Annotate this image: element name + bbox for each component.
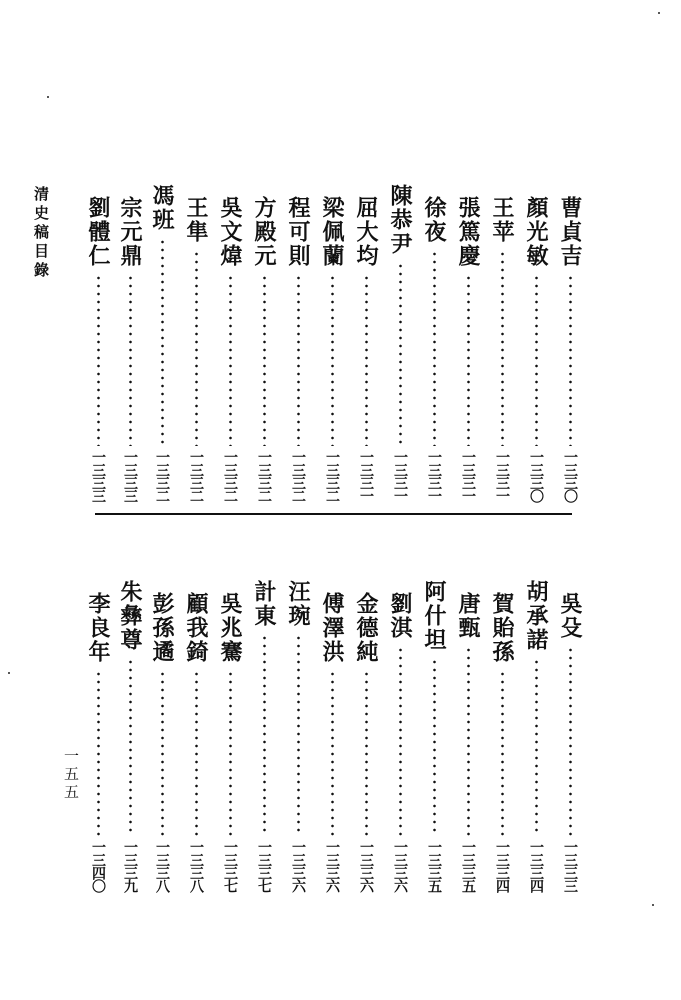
- toc-section-lower: [85, 580, 583, 892]
- entry-page: 一三三二: [188, 450, 204, 502]
- entry-page: 一三三二: [324, 450, 340, 502]
- entry-name: 吳文煒: [217, 196, 243, 268]
- entry-name: 梁佩蘭: [319, 196, 345, 268]
- entry-name: 陳恭尹: [387, 184, 413, 256]
- entry-name: 程可則: [285, 196, 311, 268]
- entry-name: 傅澤洪: [319, 592, 345, 664]
- toc-entry: [388, 184, 412, 502]
- toc-entry: [388, 592, 412, 892]
- entry-name: 劉體仁: [85, 196, 111, 268]
- toc-entry: [218, 196, 242, 502]
- entry-page: 一三三七: [256, 840, 272, 892]
- leader-dots: [399, 262, 402, 446]
- leader-dots: [535, 274, 538, 446]
- leader-dots: [399, 646, 402, 836]
- entry-page: 一三三九: [122, 840, 138, 892]
- entry-name: 方殿元: [251, 196, 277, 268]
- toc-entry: [286, 580, 310, 892]
- leader-dots: [195, 670, 198, 836]
- leader-dots: [129, 658, 132, 836]
- entry-page: 一三三六: [392, 840, 408, 892]
- toc-section-upper: [85, 184, 583, 502]
- leader-dots: [263, 274, 266, 446]
- leader-dots: [229, 670, 232, 836]
- entry-name: 顧我錡: [183, 592, 209, 664]
- leader-dots: [129, 274, 132, 446]
- toc-entry: [558, 592, 582, 892]
- toc-entry: [456, 196, 480, 502]
- entry-name: 朱彝尊: [117, 580, 143, 652]
- scan-speck: [652, 904, 654, 906]
- toc-entry: [184, 592, 208, 892]
- leader-dots: [331, 274, 334, 446]
- toc-entry: [456, 592, 480, 892]
- entry-page: 一三三一: [426, 450, 442, 502]
- entry-name: 吳殳: [557, 592, 583, 640]
- entry-name: 劉淇: [387, 592, 413, 640]
- entry-page: 一三三一: [460, 450, 476, 502]
- entry-page: 一三三四: [528, 840, 544, 892]
- entry-name: 金德純: [353, 592, 379, 664]
- entry-page: 一三三三: [122, 450, 138, 502]
- leader-dots: [297, 634, 300, 836]
- entry-name: 吳兆騫: [217, 592, 243, 664]
- entry-page: 一三三八: [188, 840, 204, 892]
- entry-page: 一三三〇: [562, 450, 578, 502]
- entry-page: 一三三一: [358, 450, 374, 502]
- entry-name: 計東: [251, 580, 277, 628]
- book-title: 清史稿目錄: [32, 186, 50, 281]
- entry-name: 彭孫遹: [149, 592, 175, 664]
- entry-page: 一三三八: [154, 840, 170, 892]
- entry-page: 一三三二: [154, 450, 170, 502]
- entry-page: 一三三二: [222, 450, 238, 502]
- toc-entry: [118, 196, 142, 502]
- entry-page: 一三三三: [90, 450, 106, 502]
- scan-speck: [658, 12, 660, 14]
- entry-name: 王苹: [489, 196, 515, 244]
- leader-dots: [501, 250, 504, 446]
- leader-dots: [433, 658, 436, 836]
- leader-dots: [467, 274, 470, 446]
- entry-page: 一三三三: [562, 840, 578, 892]
- entry-page: 一三三二: [256, 450, 272, 502]
- entry-page: 一三三二: [290, 450, 306, 502]
- entry-name: 徐夜: [421, 196, 447, 244]
- entry-page: 一三三五: [426, 840, 442, 892]
- toc-entry: [422, 580, 446, 892]
- toc-entry: [118, 580, 142, 892]
- scan-speck: [8, 672, 10, 674]
- entry-page: 一三三一: [494, 450, 510, 502]
- leader-dots: [365, 670, 368, 836]
- toc-entry: [422, 196, 446, 502]
- page-number: 一五五: [62, 748, 80, 802]
- entry-name: 胡承諾: [523, 580, 549, 652]
- leader-dots: [365, 274, 368, 446]
- toc-entry: [320, 196, 344, 502]
- toc-entry: [354, 196, 378, 502]
- toc-entry: [286, 196, 310, 502]
- entry-name: 屈大均: [353, 196, 379, 268]
- entry-name: 馮班: [149, 184, 175, 232]
- entry-name: 張篤慶: [455, 196, 481, 268]
- entry-name: 汪琬: [285, 580, 311, 628]
- leader-dots: [433, 250, 436, 446]
- toc-entry: [252, 580, 276, 892]
- toc-entry: [184, 196, 208, 502]
- entry-page: 一三四〇: [90, 840, 106, 892]
- entry-page: 一三三一: [392, 450, 408, 502]
- leader-dots: [161, 238, 164, 446]
- toc-entry: [558, 196, 582, 502]
- entry-name: 阿什坦: [421, 580, 447, 652]
- toc-entry: [320, 592, 344, 892]
- leader-dots: [331, 670, 334, 836]
- leader-dots: [569, 274, 572, 446]
- leader-dots: [263, 634, 266, 836]
- leader-dots: [535, 658, 538, 836]
- entry-page: 一三三四: [494, 840, 510, 892]
- section-divider: [95, 513, 572, 515]
- leader-dots: [501, 670, 504, 836]
- entry-name: 王隼: [183, 196, 209, 244]
- entry-page: 一三三五: [460, 840, 476, 892]
- leader-dots: [297, 274, 300, 446]
- entry-name: 賀貽孫: [489, 592, 515, 664]
- leader-dots: [467, 646, 470, 836]
- toc-entry: [150, 592, 174, 892]
- leader-dots: [569, 646, 572, 836]
- toc-entry: [524, 580, 548, 892]
- scan-speck: [47, 96, 49, 98]
- toc-entry: [218, 592, 242, 892]
- toc-entry: [86, 592, 110, 892]
- leader-dots: [97, 274, 100, 446]
- entry-page: 一三三六: [358, 840, 374, 892]
- leader-dots: [195, 250, 198, 446]
- entry-name: 宗元鼎: [117, 196, 143, 268]
- toc-entry: [490, 592, 514, 892]
- toc-entry: [86, 196, 110, 502]
- entry-page: 一三三六: [324, 840, 340, 892]
- entry-name: 顏光敏: [523, 196, 549, 268]
- entry-page: 一三三七: [222, 840, 238, 892]
- entry-page: 一三三六: [290, 840, 306, 892]
- leader-dots: [161, 670, 164, 836]
- leader-dots: [97, 670, 100, 836]
- entry-name: 唐甄: [455, 592, 481, 640]
- entry-name: 曹貞吉: [557, 196, 583, 268]
- toc-entry: [490, 196, 514, 502]
- entry-page: 一三三〇: [528, 450, 544, 502]
- entry-name: 李良年: [85, 592, 111, 664]
- leader-dots: [229, 274, 232, 446]
- toc-entry: [150, 184, 174, 502]
- toc-entry: [354, 592, 378, 892]
- toc-entry: [252, 196, 276, 502]
- toc-entry: [524, 196, 548, 502]
